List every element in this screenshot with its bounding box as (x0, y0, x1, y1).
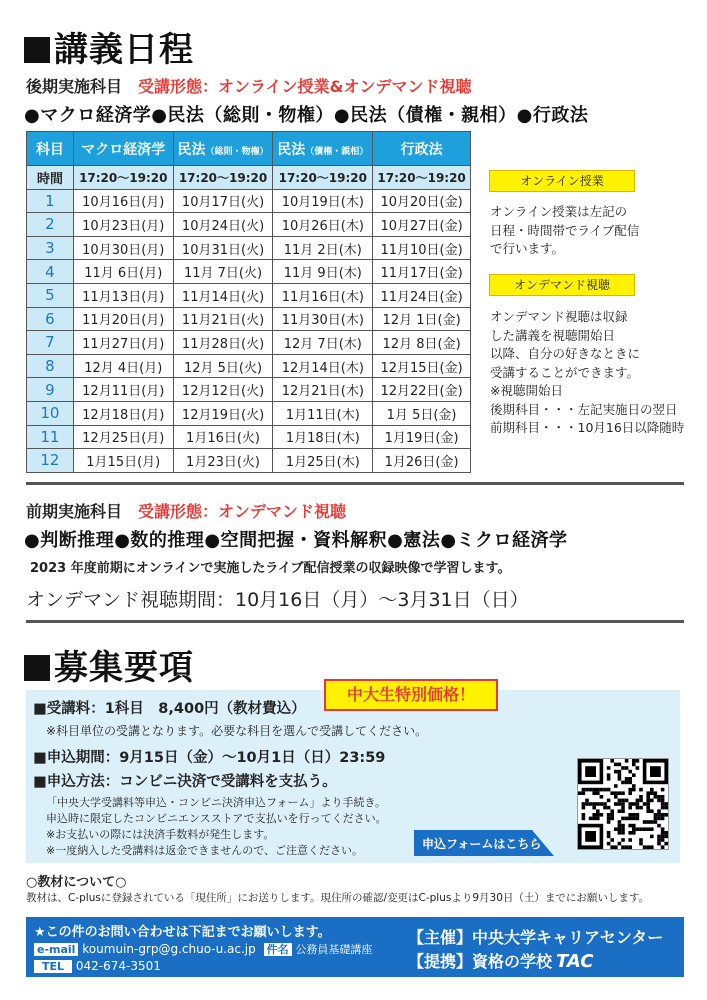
email-address[interactable]: koumuin-grp@g.chuo-u.ac.jp (82, 942, 256, 956)
date-cell: 11月10日(金) (373, 236, 471, 260)
time-cell: 17:20～19:20 (173, 166, 273, 190)
time-cell: 17:20～19:20 (373, 166, 471, 190)
date-cell: 11月 6日(月) (73, 260, 173, 284)
application-method: ■申込方法：コンビニ決済で受講料を支払う。 (33, 774, 337, 790)
form-link-label: 申込フォームはこちら (422, 837, 542, 851)
online-label: オンライン授業 (489, 170, 635, 192)
time-cell: 17:20～19:20 (273, 166, 373, 190)
date-cell: 10月19日(木) (273, 189, 373, 213)
date-cell: 12月18日(月) (73, 401, 173, 425)
ondemand-period: オンデマンド視聴期間：10月16日（月）～3月31日（日） (26, 589, 529, 611)
date-cell: 11月30日(木) (273, 307, 373, 331)
lesson-number: 11 (27, 425, 74, 449)
date-cell: 12月 1日(金) (373, 307, 471, 331)
time-row (27, 166, 471, 190)
email-tag: e-mail (34, 943, 78, 956)
lecture-schedule-title: 講義日程 (24, 22, 194, 71)
header-admin: 行政法 (373, 132, 471, 166)
online-description: オンライン授業は左記の 日程・時間帯でライブ配信 で行います。 (490, 204, 640, 256)
inquiry-text: ★この件のお問い合わせは下記までお願いします。 (34, 925, 331, 940)
early-period-heading: 前期実施科目 受講形態：オンデマンド視聴 (26, 502, 347, 521)
date-cell: 1月25日(木) (273, 449, 373, 473)
date-cell: 11月20日(月) (73, 307, 173, 331)
time-label: 時間 (27, 166, 74, 190)
divider (26, 620, 684, 623)
table-row (27, 354, 471, 378)
subject-tag: 件名 (264, 943, 292, 956)
late-period-subjects: ●マクロ経済学●民法（総則・物権）●民法（債権・親相）●行政法 (24, 105, 589, 126)
email-line (34, 941, 372, 957)
date-cell: 12月 7日(木) (273, 331, 373, 355)
lesson-number: 10 (27, 401, 74, 425)
date-cell: 12月 4日(月) (73, 354, 173, 378)
lesson-number: 1 (27, 189, 74, 213)
lesson-number: 8 (27, 354, 74, 378)
header-civil-2: 民法（債権・親相） (273, 132, 373, 166)
date-cell: 11月 9日(木) (273, 260, 373, 284)
table-row (27, 401, 471, 425)
provider: 【提携】資格の学校 TAC (408, 951, 594, 972)
application-form-link[interactable] (414, 830, 554, 856)
date-cell: 10月17日(火) (173, 189, 273, 213)
fee-note: ※科目単位の受講となります。必要な科目を選んで受講してください。 (46, 724, 428, 738)
qr-code[interactable] (577, 758, 669, 850)
early-period-subjects: ●判断推理●数的推理●空間把握・資料解釈●憲法●ミクロ経済学 (24, 530, 568, 551)
date-cell: 10月20日(金) (373, 189, 471, 213)
tel-number: 042-674-3501 (75, 959, 161, 973)
lesson-number: 2 (27, 213, 74, 237)
table-header-row (27, 132, 471, 166)
date-cell: 11月 7日(火) (173, 260, 273, 284)
footer-contact (26, 917, 684, 977)
table-row (27, 260, 471, 284)
lesson-number: 7 (27, 331, 74, 355)
table-row (27, 425, 471, 449)
qr-code-icon (578, 759, 668, 849)
fee: ■受講料：1科目 8,400円（教材費込） (33, 701, 306, 717)
date-cell: 10月31日(火) (173, 236, 273, 260)
date-cell: 1月16日(火) (173, 425, 273, 449)
table-row (27, 236, 471, 260)
table-row (27, 378, 471, 402)
table-row (27, 189, 471, 213)
schedule-table (26, 131, 471, 473)
date-cell: 1月15日(月) (73, 449, 173, 473)
tel-tag: TEL (34, 960, 72, 973)
date-cell: 11月28日(火) (173, 331, 273, 355)
date-cell: 10月30日(月) (73, 236, 173, 260)
date-cell: 12月21日(木) (273, 378, 373, 402)
lesson-number: 9 (27, 378, 74, 402)
date-cell: 11月14日(火) (173, 283, 273, 307)
table-row (27, 283, 471, 307)
date-cell: 10月27日(金) (373, 213, 471, 237)
lesson-number: 6 (27, 307, 74, 331)
date-cell: 11月24日(金) (373, 283, 471, 307)
date-cell: 10月16日(月) (73, 189, 173, 213)
time-cell: 17:20～19:20 (73, 166, 173, 190)
date-cell: 1月11日(木) (273, 401, 373, 425)
application-notes: 「中央大学受講料等申込・コンビニ決済申込フォーム」より手続き。 申込時に限定したコンビニエンスストアで支払いを行ってください。 ※お支払いの際には決済手数料が発生します。 ※一度納入した受講料は返金できませんので、ご注意ください。 (46, 796, 387, 857)
date-cell: 12月11日(月) (73, 378, 173, 402)
date-cell: 11月13日(月) (73, 283, 173, 307)
tac-logo: TAC (556, 951, 594, 972)
date-cell: 1月23日(火) (173, 449, 273, 473)
host: 【主催】中央大学キャリアセンター (408, 928, 664, 947)
lesson-number: 3 (27, 236, 74, 260)
date-cell: 11月 2日(木) (273, 236, 373, 260)
date-cell: 10月26日(木) (273, 213, 373, 237)
lesson-number: 5 (27, 283, 74, 307)
date-cell: 12月14日(木) (273, 354, 373, 378)
lesson-number: 12 (27, 449, 74, 473)
materials-title: ○教材について○ (26, 875, 127, 890)
date-cell: 12月 5日(火) (173, 354, 273, 378)
header-subject: 科目 (27, 132, 74, 166)
date-cell: 10月24日(火) (173, 213, 273, 237)
table-row (27, 331, 471, 355)
date-cell: 11月27日(月) (73, 331, 173, 355)
early-period-description: 2023 年度前期にオンラインで実施したライブ配信授業の収録映像で学習します。 (30, 561, 511, 576)
date-cell: 1月 5日(金) (373, 401, 471, 425)
tel-line (34, 959, 161, 973)
application-period: ■申込期間：9月15日（金）～10月1日（日）23:59 (33, 750, 386, 766)
date-cell: 11月17日(金) (373, 260, 471, 284)
header-macro: マクロ経済学 (73, 132, 173, 166)
header-civil-1: 民法（総則・物権） (173, 132, 273, 166)
date-cell: 1月18日(木) (273, 425, 373, 449)
date-cell: 12月12日(火) (173, 378, 273, 402)
recruitment-title: 募集要項 (24, 640, 194, 689)
ondemand-label: オンデマンド視聴 (489, 274, 635, 296)
table-row (27, 213, 471, 237)
date-cell: 10月23日(月) (73, 213, 173, 237)
email-subject: 公務員基礎講座 (295, 943, 373, 956)
late-period-heading: 後期実施科目 受講形態：オンライン授業&オンデマンド視聴 (26, 77, 472, 96)
table-row (27, 449, 471, 473)
date-cell: 1月19日(金) (373, 425, 471, 449)
date-cell: 11月16日(木) (273, 283, 373, 307)
materials-text: 教材は、C-plusに登録されている「現住所」にお送りします。現住所の確認/変更はC-plusより9月30日（土）までにお願いします。 (26, 892, 650, 904)
ondemand-description: オンデマンド視聴は収録 した講義を視聴開始日 以降、自分の好きなときに 受講することができます。 ※視聴開始日 後期科目・・・左記実施日の翌日 前期科目・・・10月16日以降随時 (490, 309, 685, 435)
date-cell: 12月15日(金) (373, 354, 471, 378)
special-price-badge: 中大生特別価格！ (324, 679, 498, 711)
divider (26, 482, 684, 485)
lesson-number: 4 (27, 260, 74, 284)
date-cell: 12月25日(月) (73, 425, 173, 449)
date-cell: 11月21日(火) (173, 307, 273, 331)
date-cell: 1月26日(金) (373, 449, 471, 473)
date-cell: 12月 8日(金) (373, 331, 471, 355)
table-row (27, 307, 471, 331)
date-cell: 12月22日(金) (373, 378, 471, 402)
date-cell: 12月19日(火) (173, 401, 273, 425)
